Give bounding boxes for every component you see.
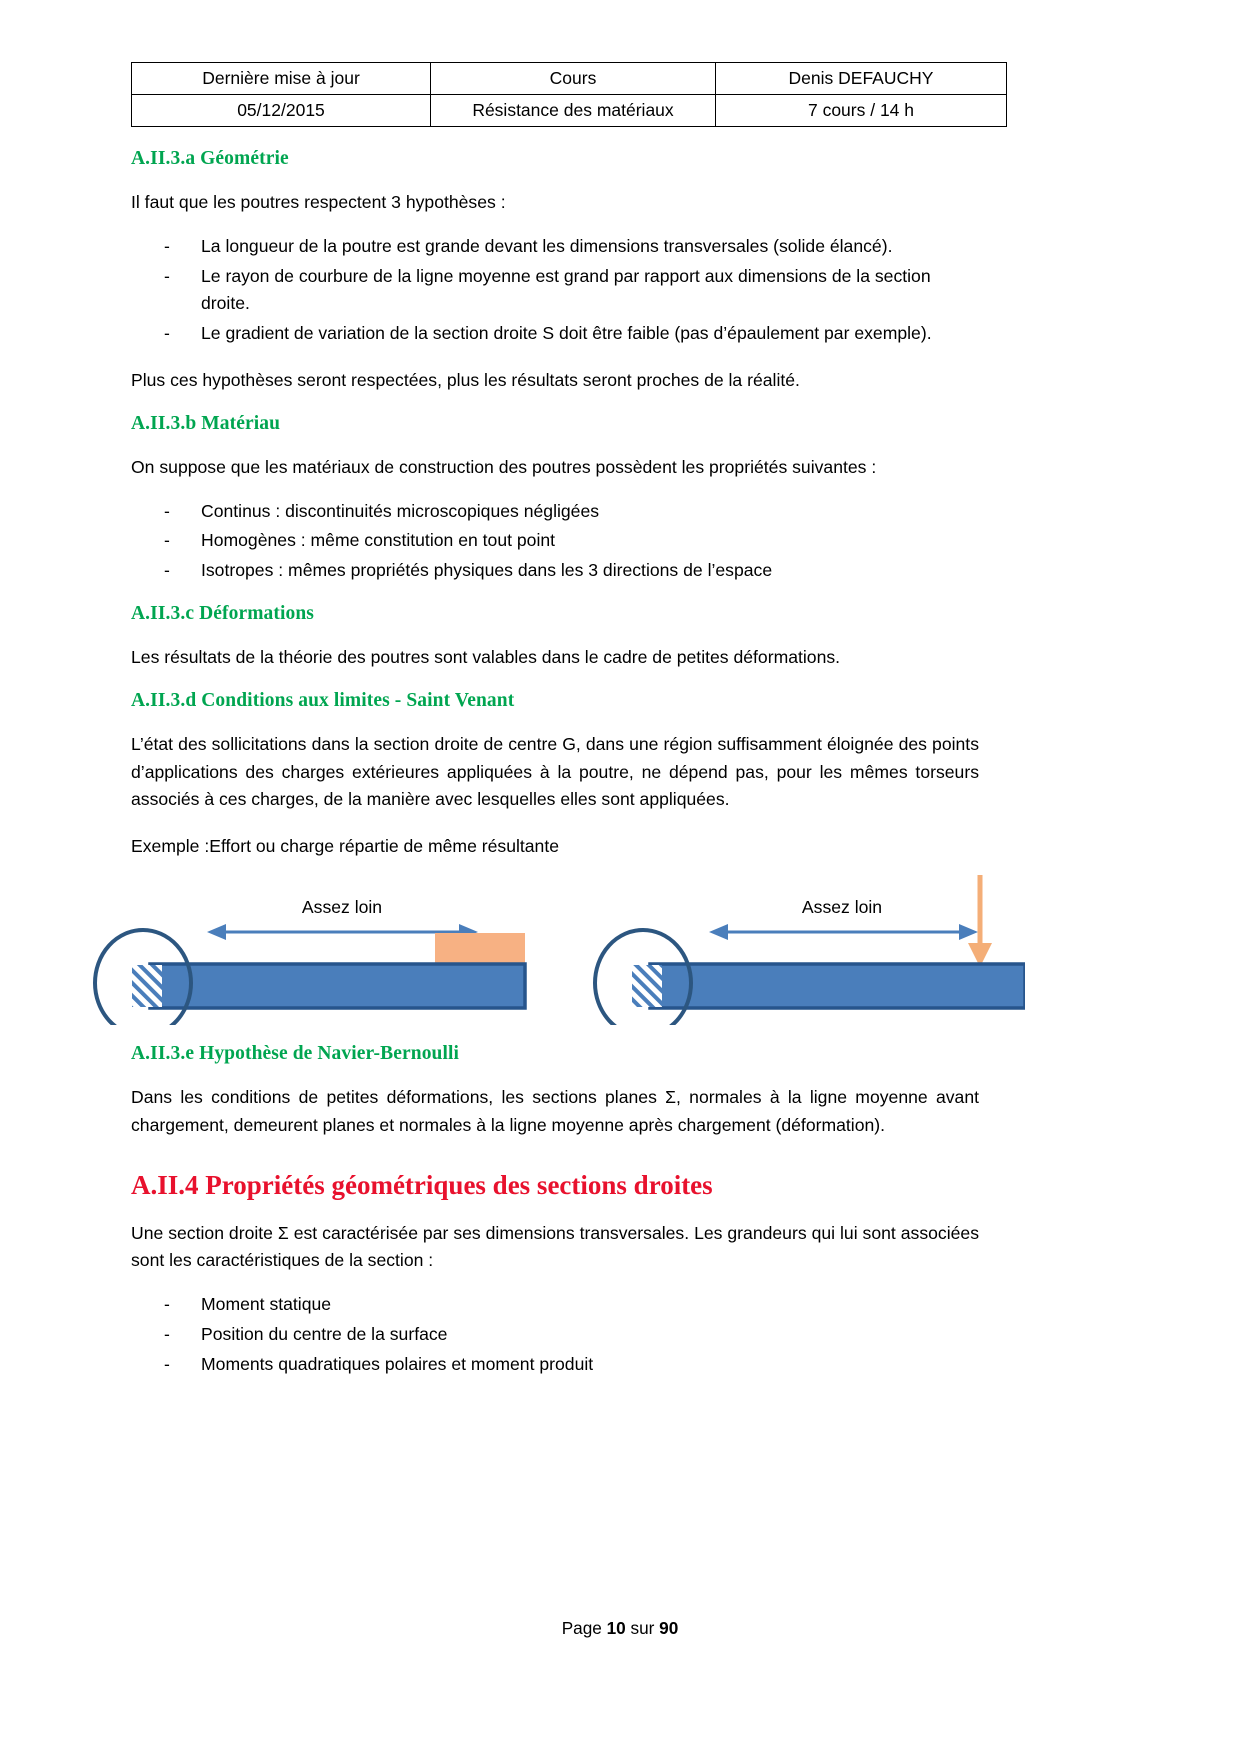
paragraph-saint-venant-example: Exemple :Effort ou charge répartie de même résultante	[131, 836, 560, 857]
list-item-label: Le rayon de courbure de la ligne moyenne est grand par rapport aux dimensions de la section droite.	[201, 265, 931, 314]
dash-marker: -	[164, 560, 170, 581]
heading-navier-bernoulli: A.II.3.e Hypothèse de Navier-Bernoulli	[131, 1042, 460, 1064]
dash-marker: -	[164, 265, 170, 286]
header-cell-hours-value: 7 cours / 14 h	[716, 95, 1007, 127]
paragraph-geometrie-intro: Il faut que les poutres respectent 3 hypothèses :	[131, 192, 506, 212]
list-item-label: Position du centre de la surface	[201, 1323, 448, 1344]
list-item-label: Continus : discontinuités microscopiques négligées	[201, 500, 600, 521]
footer-middle: sur	[625, 1618, 660, 1638]
heading-deformations: A.II.3.c Déformations	[131, 602, 314, 624]
header-row-values	[132, 95, 1007, 127]
page-footer	[0, 1618, 1240, 1639]
right-distance-arrow	[709, 924, 978, 940]
beam-diagram-figure	[85, 875, 1025, 1025]
heading-proprietes-geometriques: A.II.4 Propriétés géométriques des sections droites	[131, 1169, 713, 1200]
right-beam-support-hatch	[632, 965, 662, 1007]
dash-marker: -	[164, 1353, 170, 1374]
paragraph-geometrie-closing: Plus ces hypothèses seront respectées, plus les résultats seront proches de la réalité.	[131, 369, 800, 390]
left-assez-loin-label: Assez loin	[301, 896, 383, 917]
list-item-label: Le gradient de variation de la section droite S doit être faible (pas d’épaulement par exemple).	[201, 323, 932, 344]
list-item-label: La longueur de la poutre est grande devant les dimensions transversales (solide élancé).	[201, 235, 893, 256]
right-beam-body	[650, 964, 1025, 1008]
dash-marker: -	[164, 323, 170, 344]
left-beam-support-hatch	[132, 965, 162, 1007]
paragraph-deformations: Les résultats de la théorie des poutres sont valables dans le cadre de petites déformations.	[131, 646, 841, 667]
list-item	[131, 498, 979, 526]
dash-marker: -	[164, 500, 170, 521]
paragraph-navier-bernoulli: Dans les conditions de petites déformations, les sections planes Σ, normales à la ligne moyenne avant chargement, demeurent planes et normales à la ligne moyenne après chargement (déformation).	[131, 1086, 979, 1135]
footer-page-number: 10	[606, 1618, 626, 1638]
header-row-labels	[132, 63, 1007, 95]
paragraph-saint-venant: L’état des sollicitations dans la section droite de centre G, dans une région suffisamment éloignée des points d’applications des charges extérieures appliquées à la poutre, ne dépend pas, pour les mêmes torseurs associés à ces charges, de la manière avec lesquelles elles sont appliquées.	[131, 733, 979, 810]
header-cell-course-value: Résistance des matériaux	[431, 95, 716, 127]
beam-diagram-svg	[85, 875, 1025, 1025]
left-distributed-load-block	[435, 933, 525, 965]
list-item-label: Moments quadratiques polaires et moment produit	[201, 1353, 594, 1374]
list-item-label: Isotropes : mêmes propriétés physiques dans les 3 directions de l’espace	[201, 560, 773, 581]
list-materiau-proprietes	[131, 498, 979, 585]
list-item	[131, 1291, 979, 1319]
heading-geometrie: A.II.3.a Géométrie	[131, 148, 289, 169]
list-item	[131, 320, 979, 348]
list-item-label: Homogènes : même constitution en tout point	[201, 530, 556, 551]
right-assez-loin-label: Assez loin	[801, 896, 883, 917]
header-cell-course-label: Cours	[431, 63, 716, 95]
document-content	[131, 130, 979, 1381]
list-item	[131, 527, 979, 555]
dash-marker: -	[164, 530, 170, 551]
footer-total-pages: 90	[659, 1618, 679, 1638]
footer-prefix: Page	[561, 1618, 607, 1638]
left-beam-body	[150, 964, 525, 1008]
document-header-table	[131, 62, 1007, 127]
header-cell-date-value: 05/12/2015	[132, 95, 431, 127]
list-item	[131, 263, 979, 319]
list-item	[131, 1351, 979, 1379]
list-item-label: Moment statique	[201, 1294, 332, 1315]
heading-saint-venant: A.II.3.d Conditions aux limites - Saint Venant	[131, 689, 515, 711]
header-cell-author: Denis DEFAUCHY	[716, 63, 1007, 95]
list-geometrie-hypotheses	[131, 233, 979, 348]
list-item	[131, 557, 979, 585]
dash-marker: -	[164, 1294, 170, 1315]
heading-materiau: A.II.3.b Matériau	[131, 412, 281, 434]
paragraph-materiau-intro: On suppose que les matériaux de construction des poutres possèdent les propriétés suivantes :	[131, 456, 877, 477]
paragraph-proprietes: Une section droite Σ est caractérisée par ses dimensions transversales. Les grandeurs qui lui sont associées sont les caractéristiques de la section :	[131, 1222, 979, 1271]
dash-marker: -	[164, 1323, 170, 1344]
list-item	[131, 1321, 979, 1349]
list-item	[131, 233, 979, 261]
dash-marker: -	[164, 235, 170, 256]
right-point-force-arrow	[968, 875, 992, 967]
header-cell-last-update-label: Dernière mise à jour	[132, 63, 431, 95]
list-proprietes-caracteristiques	[131, 1291, 979, 1378]
